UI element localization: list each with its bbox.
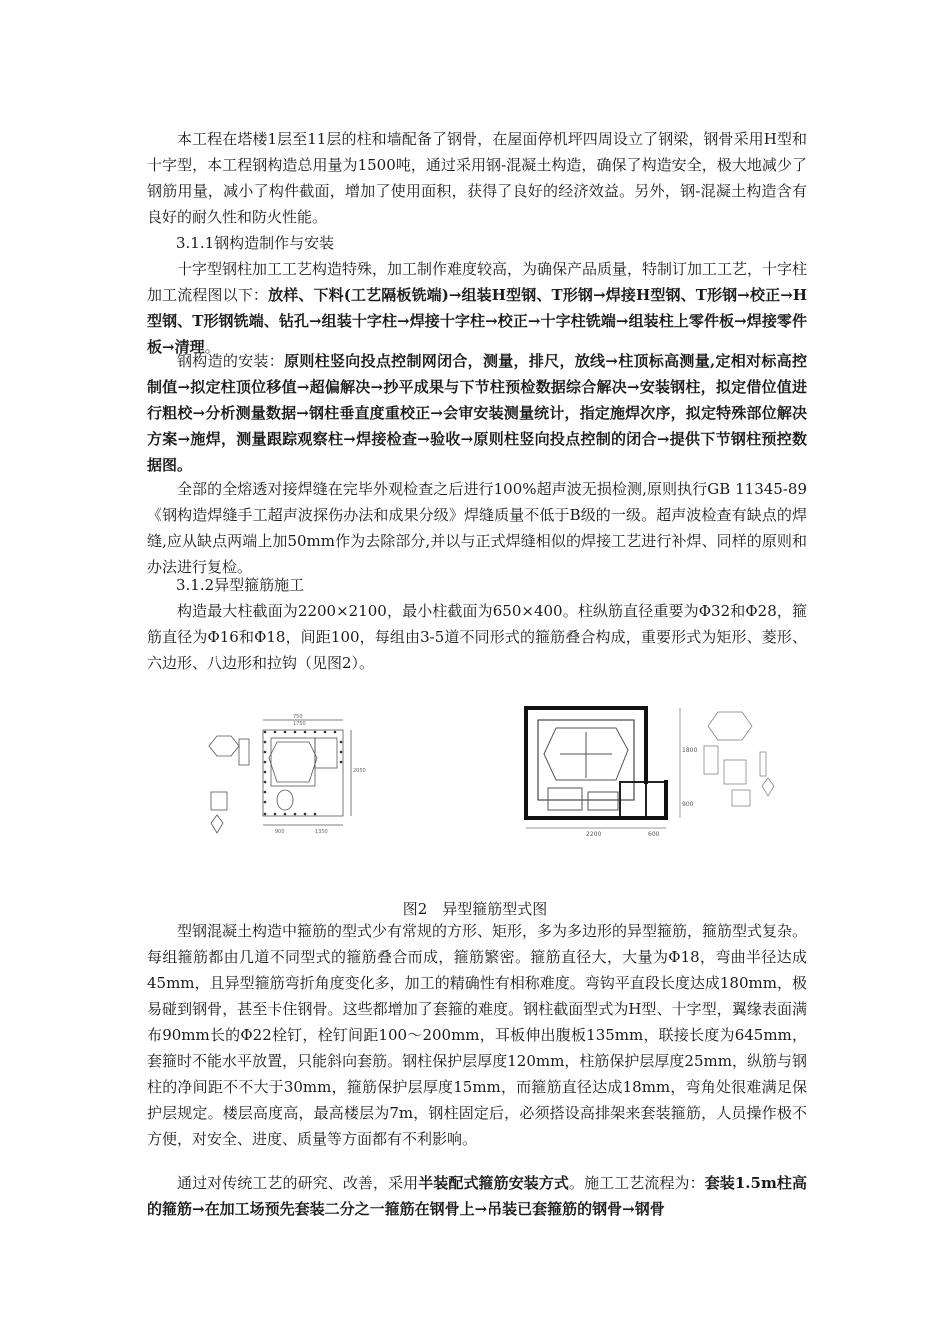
figure-caption: 图2 异型箍筋型式图 [402, 900, 548, 918]
figure-right-stirrup-drawing [520, 702, 780, 842]
paragraph-semi-assembled [147, 1170, 807, 1222]
method-lead: 通过对传统工艺的研究、改善，采用 [177, 1174, 419, 1192]
left-dim-label-5: 2050 [353, 768, 366, 774]
section-heading-3-1-2: 3.1.2异型箍筋施工 [176, 576, 305, 594]
left-hexagon-stirrup [209, 736, 239, 756]
right-dim-label-ext-height: 900 [682, 801, 694, 808]
left-inner-rect [271, 738, 315, 786]
left-main-column-outline [263, 730, 343, 816]
left-dim-label-3: 900 [275, 829, 285, 835]
right-dim-label-ext: 600 [648, 831, 660, 838]
installation-lead: 钢构造的安装： [177, 352, 285, 370]
left-oval-stirrup [277, 790, 293, 810]
process-flow-bold: 放样、下料(工艺隔板铣端)→组装H型钢、T形钢→焊接H型钢、T形钢→校正→H型钢、T形钢铣端、钻孔→组装十字柱→焊接十字柱→校正→十字柱铣端→组装柱上零件板→焊接零件板→清理 [147, 286, 807, 356]
process-end-punct: 。 [204, 338, 220, 356]
right-hexagon-stirrup [708, 712, 752, 740]
process-intro-text: 十字型钢柱加工工艺构造特殊，加工制作难度较高，为确保产品质量，特制订加工工艺，十字柱加工流程图以下： [147, 260, 808, 304]
paragraph-ultrasonic: 全部的全熔透对接焊缝在完毕外观检查之后进行100%超声波无损检测,原则执行GB 11345-89《钢构造焊缝手工超声波探伤办法和成果分级》焊缝质量不低于B级的一级。超声波检查有缺点的焊缝,应从缺点两端上加50mm作为去除部分,并以与正式焊缝相似的焊接工艺进行补焊、同样的原则和办法进行复检。 [147, 480, 807, 576]
right-small-square-stirrup [732, 790, 750, 806]
right-dim-label-height: 1800 [682, 747, 698, 754]
installation-flow-bold: 原则柱竖向投点控制网闭合，测量，排尺，放线→柱顶标高测量,定相对标高控制值→拟定柱顶位移值→超偏解决→抄平成果与下节柱预检数据综合解决→安装钢柱，拟定借位值进行粗校→分析测量数据→钢柱垂直度重校正→会审安装测量统计，指定施焊次序，拟定特殊部位解决方案→施焊，测量跟踪观察柱→焊接检查→验收→原则柱竖向投点控制的闭合→提供下节钢柱预控数据图。 [147, 352, 807, 474]
method-flow-bold: 套装1.5m柱高的箍筋→在加工场预先套装二分之一箍筋在钢骨上→吊装已套箍筋的钢骨→钢骨 [147, 1174, 807, 1218]
left-small-rect-stirrup [239, 739, 249, 765]
paragraph-intro: 本工程在塔楼1层至11层的柱和墙配备了钢骨，在屋面停机坪四周设立了钢梁，钢骨采用H型和十字型，本工程钢构造总用量为1500吨，通过采用钢-混凝土构造，确保了构造安全，极大地减少了钢筋用量，减小了构件截面，增加了使用面积，获得了良好的经济效益。另外，钢-混凝土构造含有良好的耐久性和防火性能。 [147, 130, 807, 226]
method-mid: 。施工工艺流程为： [569, 1174, 705, 1192]
left-dim-label-4: 1350 [315, 829, 328, 835]
left-dim-label-2: 1750 [293, 721, 306, 727]
right-tall-rect-stirrup [704, 746, 718, 774]
paragraph-column-sections: 构造最大柱截面为2200×2100，最小柱截面为650×400。柱纵筋直径重要为Φ32和Φ28，箍筋直径为Φ16和Φ18，间距100，每组由3-5道不同形式的箍筋叠合构成，重要形式为矩形、菱形、六边形、八边形和拉钩（见图2）。 [147, 602, 807, 672]
left-dim-label-1: 750 [293, 714, 303, 720]
left-square-stirrup [211, 792, 227, 810]
figure-left-stirrup-drawing [205, 712, 370, 840]
right-lower-rect-2 [588, 792, 618, 810]
paragraph-stirrup-difficulty: 型钢混凝土构造中箍筋的型式少有常规的方形、矩形，多为多边形的异型箍筋，箍筋型式复杂。每组箍筋都由几道不同型式的箍筋叠合而成，箍筋繁密。箍筋直径大，大量为Φ18，弯曲半径达成45mm，且异型箍筋弯折角度变化多，加工的精确性有相称难度。弯钩平直段长度达成180mm，极易碰到钢骨，甚至卡住钢骨。这些都增加了套箍的难度。钢柱截面型式为H型、十字型，翼缘表面满布90mm长的Φ22栓钉，栓钉间距100～200mm，耳板伸出腹板135mm，联接长度为645mm，套箍时不能水平放置，只能斜向套筋。钢柱保护层厚度120mm，柱筋保护层厚度25mm，纵筋与钢柱的净间距不不大于30mm，箍筋保护层厚度15mm，而箍筋直径达成18mm，弯角处很难满足保护层规定。楼层高度高，最高楼层为7m，钢柱固定后，必须搭设高排架来套装箍筋，人员操作极不方便，对安全、进度、质量等方面都有不利影响。 [147, 922, 808, 1148]
paragraph-installation [147, 348, 807, 478]
section-heading-3-1-1: 3.1.1钢构造制作与安装 [176, 234, 335, 252]
right-square-stirrup [724, 760, 746, 784]
left-octagon-stirrup [269, 742, 317, 782]
method-name-bold: 半装配式箍筋安装方式 [418, 1174, 570, 1192]
left-side-rect [315, 738, 337, 768]
right-dim-label-width: 2200 [586, 831, 602, 838]
paragraph-cross-column-process [147, 256, 807, 360]
right-lower-rect [548, 788, 582, 810]
right-diamond-stirrup [762, 778, 774, 796]
left-diamond-stirrup [211, 815, 223, 833]
